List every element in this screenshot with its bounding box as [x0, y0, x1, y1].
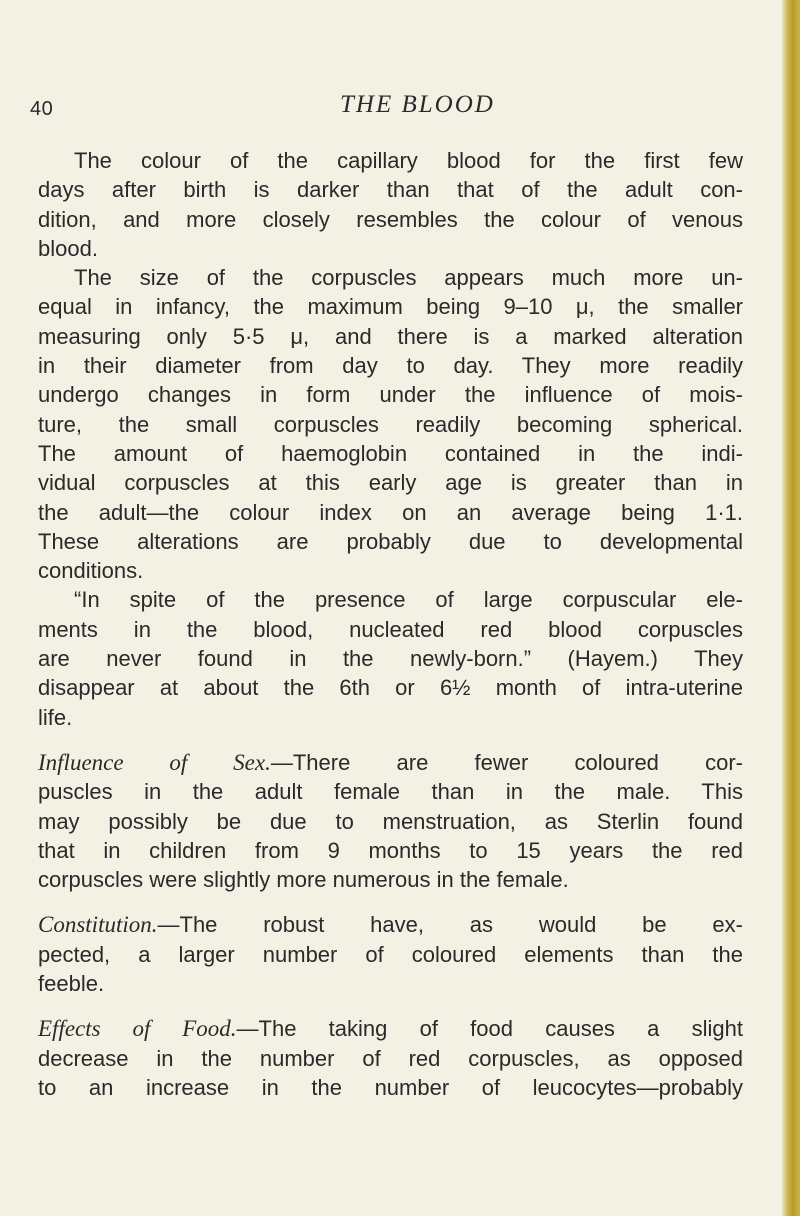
paragraph-hayem-quote — [38, 585, 743, 731]
paragraph-capillary-blood — [38, 146, 743, 263]
text-line: puscles in the adult female than in the male. This — [38, 779, 743, 805]
text-line: These alterations are probably due to developmental — [38, 528, 743, 554]
text-line: blood. — [38, 235, 98, 261]
section-heading-effects-of-food: Effects of Food. — [38, 1016, 237, 1042]
text-line: the adult—the colour index on an average being 1·1. — [38, 499, 743, 525]
text-line: life. — [38, 704, 73, 730]
text-line: that in children from 9 months to 15 years the red — [38, 837, 743, 863]
text-line — [38, 748, 743, 777]
paragraph-corpuscle-size — [38, 263, 743, 585]
text-line: The amount of haemoglobin contained in the indi- — [38, 440, 743, 466]
text-line: corpuscles were slightly more numerous in the female. — [38, 867, 569, 893]
text-line: to an increase in the number of leucocytes—probably — [38, 1074, 743, 1100]
text-run: —There are fewer coloured cor- — [270, 749, 744, 775]
text-line: in their diameter from day to day. They more readily — [38, 353, 743, 379]
text-line: undergo changes in form under the influence of mois- — [38, 382, 743, 408]
text-line: The size of the corpuscles appears much more un- — [74, 265, 743, 291]
text-line: may possibly be due to menstruation, as Sterlin found — [38, 808, 743, 834]
text-run: —The taking of food causes a slight — [236, 1016, 743, 1042]
text-line: The colour of the capillary blood for the first few — [74, 148, 743, 173]
text-line: ments in the blood, nucleated red blood corpuscles — [38, 616, 743, 642]
section-heading-influence-of-sex: Influence of Sex. — [38, 749, 271, 775]
text-line: dition, and more closely resembles the colour of venous — [38, 206, 743, 232]
paragraph-effects-of-food — [38, 1014, 743, 1102]
running-title: THE BLOOD — [340, 91, 495, 118]
text-line — [38, 910, 743, 939]
text-line: measuring only 5·5 μ, and there is a marked alteration — [38, 323, 743, 349]
text-line: pected, a larger number of coloured elements than the — [38, 941, 743, 967]
text-line: decrease in the number of red corpuscles, as opposed — [38, 1045, 743, 1071]
text-line: feeble. — [38, 971, 105, 997]
page-number: 40 — [30, 98, 54, 120]
section-heading-constitution: Constitution. — [38, 912, 158, 938]
text-line — [38, 1014, 743, 1043]
text-line: are never found in the newly-born.” (Hayem.) They — [38, 646, 743, 672]
paragraph-constitution — [38, 910, 743, 998]
text-run: —The robust have, as would be ex- — [157, 912, 743, 938]
text-line: equal in infancy, the maximum being 9–10 μ, the smaller — [38, 294, 743, 320]
text-line: ture, the small corpuscles readily becoming spherical. — [38, 411, 743, 437]
text-line: disappear at about the 6th or 6½ month of intra-uterine — [38, 675, 743, 701]
text-line: conditions. — [38, 558, 144, 584]
text-line: “In spite of the presence of large corpuscular ele- — [74, 587, 743, 613]
text-line: days after birth is darker than that of the adult con- — [38, 177, 743, 203]
paragraph-influence-of-sex — [38, 748, 743, 894]
page-edge-binding — [782, 0, 800, 1216]
text-line: vidual corpuscles at this early age is greater than in — [38, 470, 743, 496]
body-text — [38, 146, 743, 1102]
